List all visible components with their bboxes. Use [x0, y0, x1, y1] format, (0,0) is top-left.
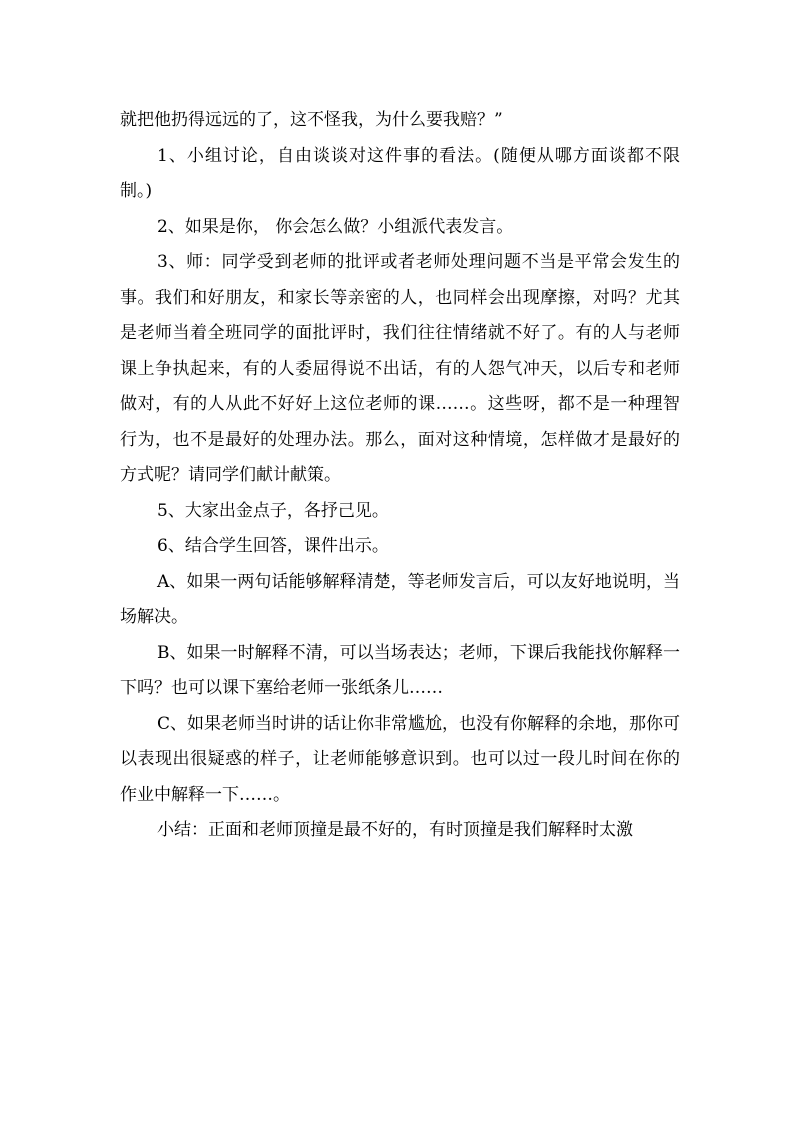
paragraph-option-c: C、如果老师当时讲的话让你非常尴尬，也没有你解释的余地，那你可以表现出很疑惑的样子，让老师能够意识到。也可以过一段儿时间在你的作业中解释一下……。: [120, 713, 681, 805]
paragraph-option-b: B、如果一时解释不清，可以当场表达；老师，下课后我能找你解释一下吗？也可以课下塞给老师一张纸条儿……: [120, 642, 680, 698]
paragraph-item-6: 6、结合学生回答，课件出示。: [157, 536, 389, 556]
paragraph-item-5: 5、大家出金点子，各抒己见。: [157, 500, 389, 521]
paragraph-item-1: 1、小组讨论，自由谈谈对这件事的看法。(随便从哪方面谈都不限制。): [120, 145, 680, 201]
document-body: [120, 103, 680, 849]
paragraph-option-a: A、如果一两句话能够解释清楚，等老师发言后，可以友好地说明，当场解决。: [120, 571, 680, 627]
paragraph-summary: 小结：正面和老师顶撞是最不好的，有时顶撞是我们解释时太激: [157, 820, 633, 840]
paragraph-continuation: 就把他扔得远远的了，这不怪我，为什么要我赔？”: [120, 110, 503, 130]
paragraph-item-2: 2、如果是你， 你会怎么做？小组派代表发言。: [157, 216, 514, 237]
paragraph-item-3: 3、师：同学受到老师的批评或者老师处理问题不当是平常会发生的事。我们和好朋友，和家长等亲密的人，也同样会出现摩擦，对吗？尤其是老师当着全班同学的面批评时，我们往往情绪就不好了。有的人与老师课上争执起来，有的人委屈得说不出话，有的人怨气冲天，以后专和老师做对，有的人从此不好好上这位老师的课……。这些呀，都不是一种理智行为，也不是最好的处理办法。那么，面对这种情境，怎样做才是最好的方式呢？请同学们献计献策。: [120, 252, 680, 485]
